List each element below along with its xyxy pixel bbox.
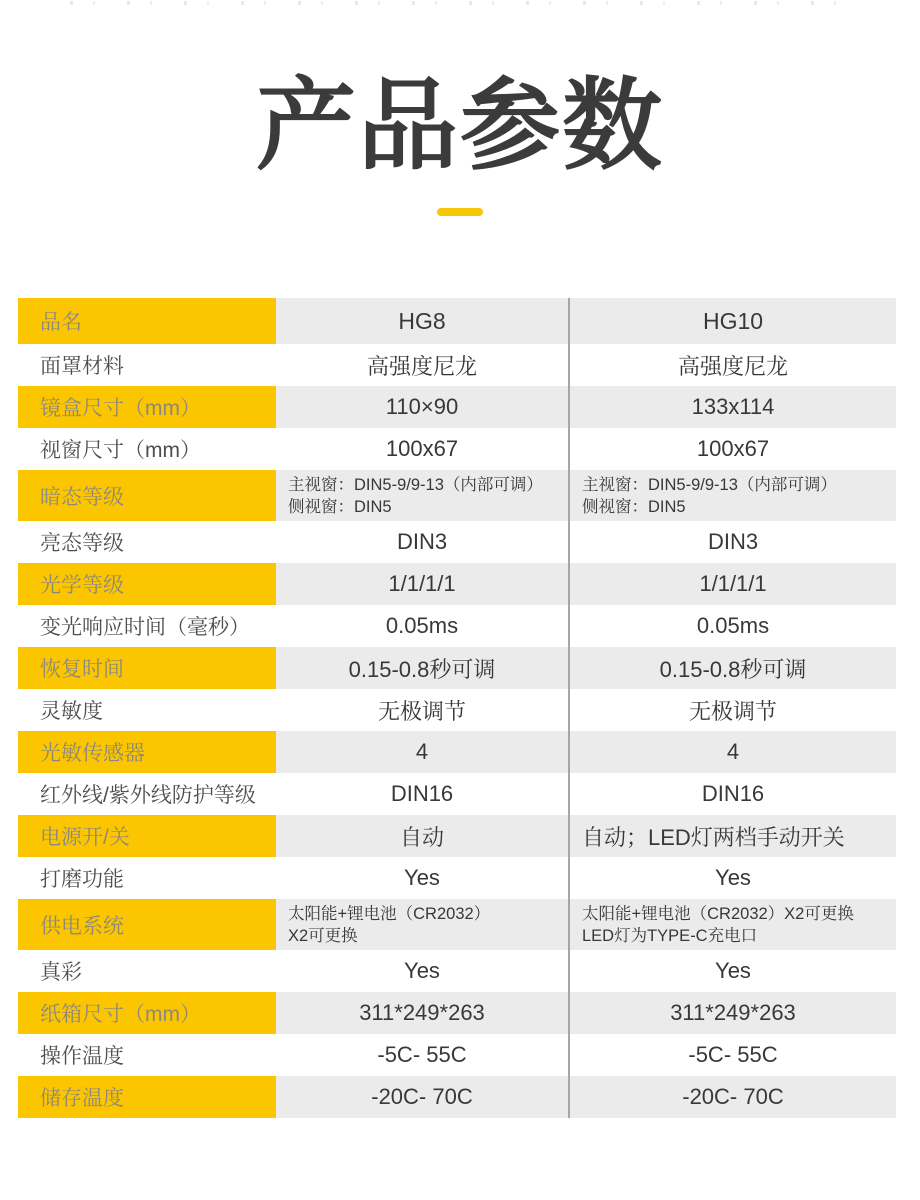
hg10-value — [568, 773, 896, 815]
row-label: 灵敏度 — [18, 689, 276, 731]
row-label: 电源开/关 — [18, 815, 276, 857]
row-label: 暗态等级 — [18, 470, 276, 521]
hg10-value — [568, 950, 896, 992]
value-line: DIN16 — [390, 781, 454, 806]
value-line: 311*249*263 — [359, 1000, 485, 1025]
value-line: 4 — [726, 739, 740, 764]
hg10-value — [568, 521, 896, 563]
hg8-value — [276, 563, 568, 605]
hg8-value — [276, 773, 568, 815]
hg8-value — [276, 1034, 568, 1076]
row-label: 储存温度 — [18, 1076, 276, 1118]
hg10-value — [568, 344, 896, 386]
table-row — [18, 857, 896, 899]
value-line: 311*249*263 — [670, 1000, 796, 1025]
hg8-value — [276, 857, 568, 899]
value-line: -20C- 70C — [682, 1084, 784, 1109]
hg10-value — [568, 857, 896, 899]
hg10-value — [568, 815, 896, 857]
hg10-value — [568, 992, 896, 1034]
value-line: X2可更换 — [288, 926, 358, 945]
row-label: 恢复时间 — [18, 647, 276, 689]
value-line: Yes — [404, 958, 440, 983]
value-line: -20C- 70C — [371, 1084, 473, 1109]
value-line: 133x114 — [691, 394, 775, 419]
table-header-row — [18, 298, 896, 344]
value-line: 100x67 — [696, 436, 770, 461]
value-line: Yes — [404, 865, 440, 890]
table-row — [18, 428, 896, 470]
value-line: Yes — [715, 865, 751, 890]
table-row — [18, 386, 896, 428]
value-line: 0.15-0.8秒可调 — [348, 656, 496, 682]
table-row — [18, 689, 896, 731]
value-line: Yes — [715, 958, 751, 983]
hg8-value — [276, 605, 568, 647]
hg8-value — [276, 815, 568, 857]
value-line: 高强度尼龙 — [366, 353, 477, 379]
hg8-value — [276, 899, 568, 950]
value-line: 0.15-0.8秒可调 — [659, 656, 807, 682]
value-line: 侧视窗：DIN5 — [288, 497, 392, 516]
table-row — [18, 344, 896, 386]
hg8-value — [276, 470, 568, 521]
row-label: 供电系统 — [18, 899, 276, 950]
value-line: LED灯为TYPE-C充电口 — [582, 926, 758, 945]
hg10-value — [568, 605, 896, 647]
hg8-value — [276, 344, 568, 386]
value-line: HG8 — [398, 307, 446, 334]
table-row — [18, 1076, 896, 1118]
value-line: -5C- 55C — [688, 1042, 778, 1067]
value-line: DIN16 — [701, 781, 765, 806]
row-label: 真彩 — [18, 950, 276, 992]
hg8-value — [276, 731, 568, 773]
table-row — [18, 992, 896, 1034]
hg8-value — [276, 428, 568, 470]
hg8-value — [276, 992, 568, 1034]
row-label: 纸箱尺寸（mm） — [18, 992, 276, 1034]
hg10-value — [568, 689, 896, 731]
table-row — [18, 731, 896, 773]
hg10-value — [568, 428, 896, 470]
value-line: 100x67 — [385, 436, 459, 461]
row-label: 光敏传感器 — [18, 731, 276, 773]
hg8-value — [276, 298, 568, 344]
value-line: 0.05ms — [696, 613, 770, 638]
value-line: -5C- 55C — [377, 1042, 467, 1067]
value-line: 无极调节 — [377, 698, 466, 724]
hg10-value — [568, 386, 896, 428]
value-line: DIN3 — [396, 529, 448, 554]
hg10-value — [568, 899, 896, 950]
value-line: 自动 — [399, 824, 444, 850]
row-label: 镜盒尺寸（mm） — [18, 386, 276, 428]
table-row — [18, 605, 896, 647]
hg8-value — [276, 950, 568, 992]
value-line: 主视窗：DIN5-9/9-13（内部可调） — [582, 475, 837, 494]
hg8-value — [276, 1076, 568, 1118]
hg8-value — [276, 689, 568, 731]
table-row — [18, 899, 896, 950]
value-line: HG10 — [702, 307, 764, 334]
table-row — [18, 1034, 896, 1076]
table-row — [18, 563, 896, 605]
row-label: 打磨功能 — [18, 857, 276, 899]
value-line: 高强度尼龙 — [677, 353, 788, 379]
title-underline-dash — [437, 208, 483, 216]
hg10-value — [568, 647, 896, 689]
value-line: 0.05ms — [385, 613, 459, 638]
table-row — [18, 647, 896, 689]
cropped-text-artifact — [70, 1, 860, 5]
hg8-value — [276, 521, 568, 563]
row-label: 视窗尺寸（mm） — [18, 428, 276, 470]
value-line: 太阳能+锂电池（CR2032） — [288, 904, 491, 923]
value-line: 侧视窗：DIN5 — [582, 497, 686, 516]
row-label: 面罩材料 — [18, 344, 276, 386]
table-row — [18, 950, 896, 992]
value-line: 110×90 — [385, 394, 459, 419]
table-row — [18, 521, 896, 563]
hg8-value — [276, 386, 568, 428]
table-row — [18, 470, 896, 521]
value-line: 自动；LED灯两档手动开关 — [582, 824, 845, 850]
row-label: 操作温度 — [18, 1034, 276, 1076]
row-label: 亮态等级 — [18, 521, 276, 563]
table-row — [18, 815, 896, 857]
row-label: 品名 — [18, 298, 276, 344]
value-line: DIN3 — [707, 529, 759, 554]
row-label: 光学等级 — [18, 563, 276, 605]
hg10-value — [568, 731, 896, 773]
hg10-value — [568, 563, 896, 605]
value-line: 太阳能+锂电池（CR2032）X2可更换 — [582, 904, 854, 923]
hg10-value — [568, 1076, 896, 1118]
table-row — [18, 773, 896, 815]
value-line: 主视窗：DIN5-9/9-13（内部可调） — [288, 475, 543, 494]
value-line: 4 — [415, 739, 429, 764]
title-block — [0, 0, 920, 216]
row-label: 红外线/紫外线防护等级 — [18, 773, 276, 815]
hg10-value — [568, 298, 896, 344]
value-line: 1/1/1/1 — [388, 571, 456, 596]
value-line: 1/1/1/1 — [699, 571, 767, 596]
hg10-value — [568, 470, 896, 521]
hg10-value — [568, 1034, 896, 1076]
page-title: 产品参数 — [256, 70, 664, 182]
hg8-value — [276, 647, 568, 689]
row-label: 变光响应时间（毫秒） — [18, 605, 276, 647]
spec-table — [18, 298, 896, 1118]
value-line: 无极调节 — [688, 698, 777, 724]
